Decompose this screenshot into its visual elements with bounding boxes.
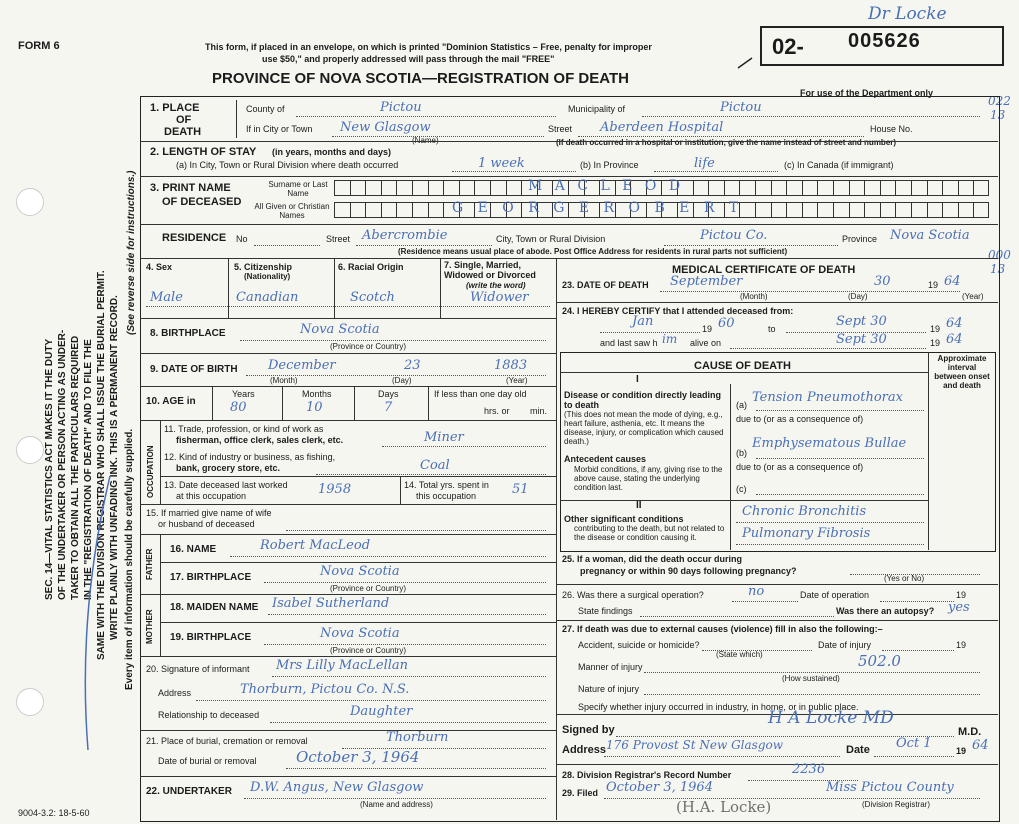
county-label: County of [246,104,285,114]
roman-one: I [636,374,639,385]
signed-date: Oct 1 [896,736,932,751]
residence-no-label: No [236,234,248,244]
cause-a-value: Tension Pneumothorax [752,390,903,405]
birthplace-note: (Province or Country) [330,342,407,351]
manner-label: Manner of injury [578,662,643,672]
house-label: House No. [870,124,913,134]
mother-birthplace-note: (Province or Country) [330,646,407,655]
birthplace-label: 8. BIRTHPLACE [150,328,226,339]
state-which-note: (State which) [716,650,763,659]
stay-b-label: (b) In Province [580,160,639,170]
department-use-note: For use of the Department only [800,88,934,98]
month-note: (Month) [270,376,298,385]
yes-no-note: (Yes or No) [884,574,925,583]
medical-title: MEDICAL CERTIFICATE OF DEATH [672,264,856,276]
injury-date-label: Date of injury [818,640,872,650]
informant-signature: Mrs Lilly MacLellan [276,658,409,673]
margin-code: 13 [990,108,1006,122]
filed-by: Miss Pictou County [826,780,954,795]
side-instruction: SAME WITH THE DIVISION REGISTRAR WHO SHALL ISSUE THE BURIAL PERMIT. [96,270,107,660]
operation-date-label: Date of operation [800,590,870,600]
last-worked-value: 1958 [318,482,352,497]
dob-year: 1883 [494,358,528,373]
specify-label: Specify whether injury occurred in industry, in home, or in public place. [578,702,859,712]
how-sustained-note: (How sustained) [782,674,840,683]
date-of-death-label: 23. DATE OF DEATH [562,280,649,290]
surname-value: M A C L E O D [528,178,685,194]
sex-value: Male [150,290,183,305]
margin-code: 000 [988,248,1011,262]
street-label: Street [548,124,573,134]
undertaker-note: (Name and address) [360,800,433,809]
disease-note: (This does not mean the mode of dying, e.g., heart failure, asthenia, etc. It means the disease, injury, or complication which caused death.) [564,410,724,446]
physician-address-label: Address [562,744,607,756]
form-code: 9004-3.2: 18-5-60 [18,808,90,818]
state-findings-label: State findings [578,606,633,616]
classification-code: 502.0 [858,652,901,670]
total-years-value: 51 [512,482,529,497]
burial-place-label: 21. Place of burial, cremation or removal [146,736,308,746]
alive-on-value: Sept 30 [836,332,887,347]
division-registrar-note: (Division Registrar) [862,800,931,809]
autopsy-value: yes [948,600,970,615]
age-years: 80 [230,400,247,415]
last-worked-label: at this occupation [176,491,247,501]
handwritten-margin-mark [60,470,120,760]
relationship-value: Daughter [350,704,413,719]
name-label: OF DECEASED [162,196,242,208]
pregnancy-label: pregnancy or within 90 days following pregnancy? [580,566,797,576]
registration-prefix: 02- [772,34,804,59]
envelope-note-2: use $50," and properly addressed will pass through the mail "FREE" [262,54,555,64]
industry-label: 12. Kind of industry or business, as fishing, [164,452,336,462]
industry-value: Coal [420,458,450,473]
marital-value: Widower [470,290,529,305]
months-label: Months [302,389,332,399]
operation-value: no [748,584,765,599]
other-conditions-note: contributing to the death, but not related to the disease or condition causing it. [574,524,725,542]
external-causes-label: 27. If death was due to external causes (violence) fill in also the following:– [562,624,883,634]
attended-from: Jan [632,314,654,329]
maiden-name-value: Isabel Sutherland [272,596,390,611]
cause-c-label: (c) [736,484,747,494]
total-years-label: 14. Total yrs. spent in [404,480,489,490]
hospital-note: (If death occurred in a hospital or institution, give the name instead of street and number) [556,138,897,147]
due-to-label: due to (or as a consequence of) [736,462,864,472]
punch-hole [16,436,44,464]
citizenship-value: Canadian [236,290,299,305]
year-note: (Year) [962,292,984,301]
dob-day: 23 [404,358,421,373]
year-prefix: 19 [956,590,967,600]
interval-label: Approximate interval between onset and death [934,354,990,390]
signed-date-label: Date [846,744,870,756]
year-prefix: 19 [930,324,941,334]
residence-label: RESIDENCE [162,232,227,244]
father-birthplace-value: Nova Scotia [320,564,400,579]
signed-year: 64 [972,738,989,753]
other-conditions-label: Other significant conditions [564,514,684,524]
other-condition-1: Chronic Bronchitis [742,504,867,519]
years-label: Years [232,389,255,399]
attended-to-year: 64 [946,316,963,331]
to-label: to [768,324,776,334]
day-note: (Day) [392,376,412,385]
sex-label: 4. Sex [146,262,173,272]
marital-label: 7. Single, Married, Widowed or Divorced [444,260,536,280]
day-note: (Day) [848,292,868,301]
marital-note: (write the word) [466,281,526,290]
alive-on-label: alive on [690,338,722,348]
antecedent-note: Morbid conditions, if any, giving rise to the above cause, stating the underlying condition last. [574,465,723,492]
birthplace-value: Nova Scotia [300,322,380,337]
age-days: 7 [384,400,393,415]
side-instruction: OF THE UNDERTAKER OR PERSON ACTING AS UNDER- [57,329,68,600]
hrs-label: hrs. or [484,406,510,416]
operation-label: 26. Was there a surgical operation? [562,590,704,600]
relationship-label: Relationship to deceased [158,710,260,720]
nature-label: Nature of injury [578,684,640,694]
origin-value: Scotch [350,290,395,305]
year-prefix: 19 [928,280,939,290]
md-label: M.D. [958,726,982,738]
side-instruction: (See reverse side for instructions.) [126,170,137,335]
cause-b-label: (b) [736,448,747,458]
last-worked-label: 13. Date deceased last worked [164,480,288,490]
place-label: DEATH [164,126,202,138]
side-instruction: Every item of information should be carefully supplied. [124,428,135,690]
last-seen-label: and last saw h [600,338,658,348]
form-number: FORM 6 [18,40,60,52]
residence-street-value: Abercrombie [362,228,448,243]
other-condition-2: Pulmonary Fibrosis [742,526,871,541]
side-instruction: WRITE PLAINLY WITH UNFADING INK. THIS IS A PERMANENT RECORD. [109,295,120,640]
cause-b-value: Emphysematous Bullae [752,436,907,451]
municipality-value: Pictou [720,100,762,115]
punch-hole [16,688,44,716]
due-to-label: due to (or as a consequence of) [736,414,864,424]
stamp-locke: (H.A. Locke) [676,798,772,816]
stay-label: 2. LENGTH OF STAY [150,146,257,158]
margin-code: 13 [990,262,1006,276]
stay-a-value: 1 week [478,156,525,171]
industry-label: bank, grocery store, etc. [176,463,281,473]
residence-province-label: Province [842,234,878,244]
side-instruction: TAKER TO OBTAIN ALL THE PARTICULARS REQUIRED [70,335,81,600]
stay-note: (in years, months and days) [272,147,392,157]
autopsy-label: Was there an autopsy? [836,606,935,616]
father-birthplace-label: 17. BIRTHPLACE [170,572,252,583]
antecedent-label: Antecedent causes [564,454,647,464]
undertaker-label: 22. UNDERTAKER [146,786,232,797]
margin-code: 022 [988,94,1011,108]
burial-place-value: Thorburn [386,730,449,745]
spouse-label: 15. If married give name of wife [146,508,272,518]
age-label: 10. AGE in [146,396,196,407]
side-instruction: SEC. 14—VITAL STATISTICS ACT MAKES IT THE DUTY [44,338,55,600]
mother-birthplace-label: 19. BIRTHPLACE [170,632,252,643]
father-name-label: 16. NAME [170,544,217,555]
informant-address: Thorburn, Pictou Co. N.S. [240,682,410,697]
trade-value: Miner [424,430,464,445]
given-label: All Given or Christian Names [254,202,330,220]
stay-a-label: (a) In City, Town or Rural Division where death occurred [176,160,399,170]
death-month: September [670,274,743,289]
year-note: (Year) [506,376,528,385]
residence-city-label: City, Town or Rural Division [496,234,606,244]
form-title: PROVINCE OF NOVA SCOTIA—REGISTRATION OF DEATH [212,70,629,87]
burial-date-label: Date of burial or removal [158,756,257,766]
cause-title: CAUSE OF DEATH [694,360,791,372]
death-year: 64 [944,274,961,289]
trade-label: 11. Trade, profession, or kind of work as [164,424,324,434]
dob-month: December [268,358,336,373]
month-note: (Month) [740,292,768,301]
given-name-value: G E O R G E R O B E R T [452,200,744,216]
spouse-label: or husband of deceased [158,519,255,529]
cause-a-label: (a) [736,400,747,410]
punch-hole [16,188,44,216]
street-value: Aberdeen Hospital [600,120,724,135]
undertaker-value: D.W. Angus, New Glasgow [250,780,424,795]
name-label: 3. PRINT NAME [150,182,231,194]
accident-label: Accident, suicide or homicide? [578,640,700,650]
trade-label: fisherman, office clerk, sales clerk, etc. [176,435,344,445]
physician-signature: H A Locke MD [768,708,894,728]
mother-side-label: MOTHER [145,609,154,644]
death-day: 30 [874,274,891,289]
citizenship-note: (Nationality) [244,272,291,281]
disease-label: Disease or condition directly leading to death [564,390,722,410]
filed-date: October 3, 1964 [606,780,713,795]
days-label: Days [378,389,399,399]
father-name-value: Robert MacLeod [260,538,371,553]
handwritten-doctor-note: Dr Locke [868,4,947,24]
burial-date-value: October 3, 1964 [296,748,420,766]
physician-address: 176 Provost St New Glasgow [606,738,784,752]
registration-number: 005626 [848,30,921,52]
last-seen-mid: im [662,332,678,346]
residence-city-value: Pictou Co. [700,228,768,243]
attended-to: Sept 30 [836,314,887,329]
pregnancy-label: 25. If a woman, did the death occur during [562,554,743,564]
handwritten-dash [736,52,756,72]
year-prefix: 19 [956,746,967,756]
stay-b-value: life [694,156,715,171]
municipality-label: Municipality of [568,104,626,114]
less-day-label: If less than one day old [434,389,527,399]
record-number-label: 28. Division Registrar's Record Number [562,770,732,780]
envelope-note-1: This form, if placed in an envelope, on which is printed "Dominion Statistics – Free, penalty for improper [205,42,652,52]
residence-note: (Residence means usual place of abode. Post Office Address for residents in rural parts not sufficient) [398,247,788,256]
father-side-label: FATHER [145,548,154,580]
attended-from-year: 60 [718,316,735,331]
year-prefix: 19 [702,324,713,334]
dob-label: 9. DATE OF BIRTH [150,364,238,375]
mother-birthplace-value: Nova Scotia [320,626,400,641]
residence-street-label: Street [326,234,351,244]
record-number: 2236 [792,762,826,777]
alive-year: 64 [946,332,963,347]
total-years-label: this occupation [416,491,477,501]
residence-province-value: Nova Scotia [890,228,970,243]
city-label: If in City or Town [246,124,313,134]
county-value: Pictou [380,100,422,115]
min-label: min. [530,406,548,416]
filed-label: 29. Filed [562,788,599,798]
name-note: (Name) [412,136,439,145]
year-prefix: 19 [930,338,941,348]
city-value: New Glasgow [340,120,431,135]
signed-by-label: Signed by [562,724,615,736]
informant-address-label: Address [158,688,192,698]
place-label: 1. PLACE [150,102,200,114]
citizenship-label: 5. Citizenship [234,262,293,272]
origin-label: 6. Racial Origin [338,262,404,272]
surname-label: Surname or Last Name [268,180,328,198]
certify-label: 24. I HEREBY CERTIFY that I attended deceased from: [562,306,794,316]
informant-label: 20. Signature of informant [146,664,250,674]
year-prefix: 19 [956,640,967,650]
stay-c-label: (c) In Canada (if immigrant) [784,160,894,170]
occupation-side-label: OCCUPATION [146,445,155,498]
roman-two: II [636,500,642,511]
side-instruction: IN THE "REGISTRATION OF DEATH" AND TO FILE THE [83,339,94,600]
place-label: OF [176,114,192,126]
maiden-name-label: 18. MAIDEN NAME [170,602,259,613]
father-birthplace-note: (Province or Country) [330,584,407,593]
age-months: 10 [306,400,323,415]
